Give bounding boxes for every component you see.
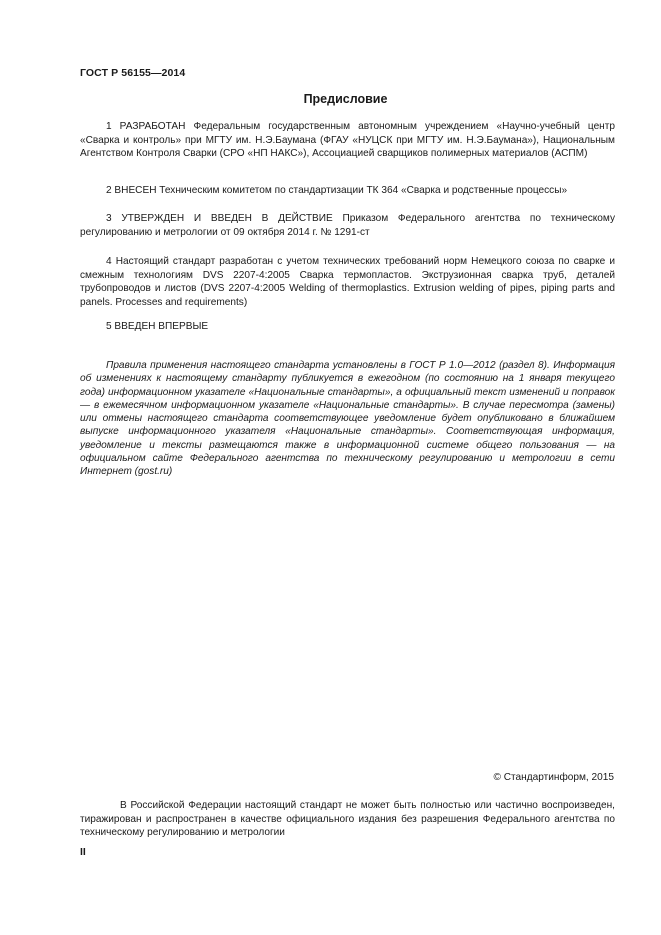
paragraph-first-introduced [80,320,615,334]
page-number: II [80,846,86,858]
notice-text: Правила применения настоящего стандарта установлены в ГОСТ Р 1.0—2012 (раздел 8). Информация об изменениях к настоящему стандарту публикуется в ежегодном (по состоянию на 1 января текущего года) информационном указателе «Национальные стандарты», а официальный текст изменений и поправок — в ежемесячном информационном указателе «Национальные стандарты». В случае пересмотра (замены) или отмены настоящего стандарта соответствующее уведомление будет опубликовано в ближайшем выпуске информационного указателя «Национальные стандарты». Соответствующая информация, уведомление и тексты размещаются также в информационной системе общего пользования — на официальном сайте Федерального агентства по техническому регулированию и метрологии в сети Интернет (gost.ru) [80,360,615,478]
paragraph-approved [80,212,615,239]
reproduction-rights [80,799,615,840]
paragraph-developed [80,120,615,161]
paragraph-text: 2 ВНЕСЕН Техническим комитетом по стандартизации ТК 364 «Сварка и родственные процессы» [106,185,568,196]
paragraph-text: 4 Настоящий стандарт разработан с учетом технических требований норм Немецкого союза по сварке и смежным технологиям DVS 2207-4:2005 Сварка термопластов. Экструзионная сварка труб, деталей трубопроводов и листов (DVS 2207-4:2005 Welding of thermoplastics. Extrusion welding of pipes, piping parts and panels. Processes and requirements) [80,256,615,308]
application-rules-notice [80,359,615,479]
paragraph-text: 3 УТВЕРЖДЕН И ВВЕДЕН В ДЕЙСТВИЕ Приказом Федерального агентства по техническому регулированию и метрологии от 09 октября 2014 г. № 1291-ст [80,213,615,238]
paragraph-text: 5 ВВЕДЕН ВПЕРВЫЕ [106,321,209,332]
document-code: ГОСТ Р 56155—2014 [80,67,186,79]
paragraph-text: 1 РАЗРАБОТАН Федеральным государственным автономным учреждением «Научно-учебный центр «Сварка и контроль» при МГТУ им. Н.Э.Баумана (ФГАУ «НУЦСК при МГТУ им. Н.Э.Баумана»), Национальным Агентством Контроля Сварки (СРО «НП НАКС»), Ассоциацией сварщиков полимерных материалов (АСПМ) [80,121,615,160]
copyright-line: © Стандартинформ, 2015 [493,772,614,783]
rights-text: В Российской Федерации настоящий стандарт не может быть полностью или частично воспроизведен, тиражирован и распространен в качестве официального издания без разрешения Федерального агентства по техническому регулированию и метрологии [80,800,615,839]
paragraph-based-on [80,255,615,309]
section-title: Предисловие [303,92,388,106]
paragraph-introduced [80,184,615,198]
